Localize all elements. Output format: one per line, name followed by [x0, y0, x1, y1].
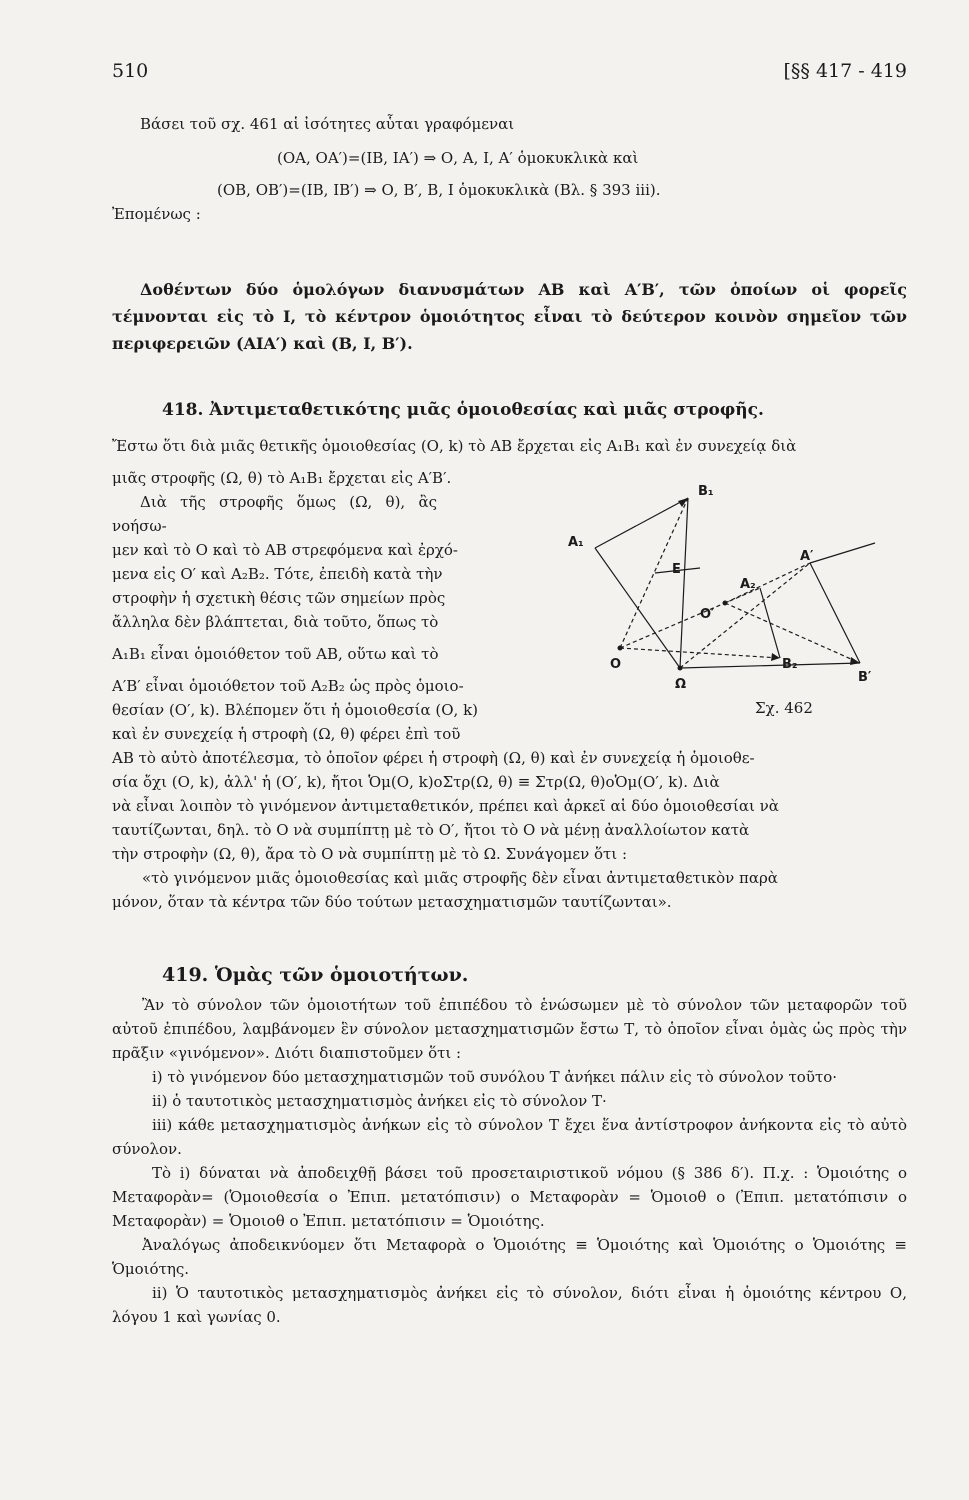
section-419-title: 419. Ὁμὰς τῶν ὁμοιοτήτων.	[162, 964, 469, 986]
text-line: Α₁Β₁ εἶναι ὁμοιόθετον τοῦ ΑΒ, οὕτω καὶ τὸ	[112, 645, 439, 663]
text-line: μιᾶς στροφῆς (Ω, θ) τὸ Α₁Β₁ ἔρχεται εἰς Α′Β′.	[112, 469, 452, 487]
figure-462	[560, 463, 880, 718]
text-line: μενα εἰς Ο′ καὶ Α₂Β₂. Τότε, ἐπειδὴ κατὰ τὴν	[112, 565, 443, 583]
intro-block	[112, 112, 907, 226]
segment-a1-b1	[595, 498, 688, 548]
label-oprime: O′	[700, 607, 715, 622]
label-a1: A₁	[568, 535, 584, 550]
segment-a2-b2	[760, 588, 780, 658]
therefore-label: Ἐπομένως :	[112, 205, 201, 223]
text-line: καὶ ἐν συνεχείᾳ ἡ στροφὴ (Ω, θ) φέρει ἐπὶ τοῦ	[112, 725, 461, 743]
arrowhead-b1	[678, 498, 688, 507]
label-bprime: B′	[858, 670, 872, 685]
text-line: θεσίαν (Ο′, k). Βλέπομεν ὅτι ἡ ὁμοιοθεσία (Ο, k)	[112, 701, 479, 719]
page-number: 510	[112, 60, 149, 82]
section-419-body	[112, 993, 907, 1329]
text-paragraph: Ἂν τὸ σύνολον τῶν ὁμοιοτήτων τοῦ ἐπιπέδου τὸ ἑνώσωμεν μὲ τὸ σύνολον τῶν μεταφορῶν τοῦ αὐτοῦ ἐπιπέδου, λαμβάνομεν ἓν σύνολον μετασχηματισμῶν ἔστω Τ, τὸ ὁποῖον εἶναι ὁμὰς ὡς πρὸς τὴν πρᾶξιν «γινόμενον». Διότι διαπιστοῦμεν ὅτι :	[112, 996, 907, 1062]
label-omega: Ω	[675, 677, 687, 692]
page-header	[112, 60, 907, 86]
list-item: ii) Ὁ ταυτοτικὸς μετασχηματισμὸς ἀνήκει εἰς τὸ σύνολον, διότι εἶναι ἡ ὁμοιότης κέντρου Ο, λόγου 1 καὶ γωνίας 0.	[112, 1284, 907, 1326]
text-line: Α′Β′ εἶναι ὁμοιόθετον τοῦ Α₂Β₂ ὡς πρὸς ὁμοιο-	[112, 677, 464, 695]
list-item: i) τὸ γινόμενον δύο μετασχηματισμῶν τοῦ συνόλου Τ ἀνήκει πάλιν εἰς τὸ σύνολον τοῦτο·	[152, 1068, 838, 1086]
list-item: ii) ὁ ταυτοτικὸς μετασχηματισμὸς ἀνήκει εἰς τὸ σύνολον Τ·	[152, 1092, 607, 1110]
text-line: σία ὄχι (Ο, k), ἀλλ' ἡ (Ο′, k), ἤτοι Ὁμ(Ο, k)οΣτρ(Ω, θ) ≡ Στρ(Ω, θ)οὉμ(Ο′, k). Διὰ	[112, 773, 720, 791]
text-line: ΑΒ τὸ αὐτὸ ἀποτέλεσμα, τὸ ὁποῖον φέρει ἡ στροφὴ (Ω, θ) καὶ ἐν συνεχείᾳ ἡ ὁμοιοθε-	[112, 749, 755, 767]
segment-aprime-extension	[810, 543, 875, 563]
text-line: μεν καὶ τὸ Ο καὶ τὸ ΑΒ στρεφόμενα καὶ ἐρχό-	[112, 541, 459, 559]
segment-b1-omega	[680, 498, 688, 668]
segment-bprime-aprime	[810, 563, 860, 663]
text-paragraph: Τὸ i) δύναται νὰ ἀποδειχθῇ βάσει τοῦ προσεταιριστικοῦ νόμου (§ 386 δ′). Π.χ. : Ὁμοιότης ο Μεταφορὰν= (Ὁμοιοθεσία ο Ἐπιπ. μετατόπισιν) ο Μεταφορὰν = Ὁμοιοθ ο (Ἐπιπ. μετατόπισιν ο Μεταφορὰν) = Ὁμοιοθ ο Ἐπιπ. μετατόπισιν = Ὁμοιότης.	[112, 1164, 907, 1230]
equation-1: (ΟΑ, ΟΑ′)=(ΙΒ, ΙΑ′) ⇒ Ο, Α, Ι, Α′ ὁμοκυκλικὰ καὶ	[277, 149, 639, 167]
text-line: στροφὴν ἡ σχετικὴ θέσις τῶν σημείων πρὸς	[112, 589, 446, 607]
label-a2: A₂	[740, 577, 756, 592]
segment-oprime-bprime	[725, 603, 860, 663]
segment-o-b2	[620, 648, 780, 658]
text-line: Ἔστω ὅτι διὰ μιᾶς θετικῆς ὁμοιοθεσίας (Ο, k) τὸ ΑΒ ἔρχεται εἰς Α₁Β₁ καὶ ἐν συνεχείᾳ διὰ	[112, 437, 797, 455]
text-line: ἄλληλα δὲν βλάπτεται, διὰ τοῦτο, ὅπως τὸ	[112, 613, 439, 631]
text-line: νὰ εἶναι λοιπὸν τὸ γινόμενον ἀντιμεταθετικόν, πρέπει καὶ ἀρκεῖ αἱ δύο ὁμοιοθεσίαι νὰ	[112, 797, 779, 815]
intro-line: Βάσει τοῦ σχ. 461 αἱ ἰσότητες αὗται γραφόμεναι	[140, 115, 515, 133]
list-item: iii) κάθε μετασχηματισμὸς ἀνήκων εἰς τὸ σύνολον Τ ἔχει ἕνα ἀντίστροφον ἀνήκοντα εἰς τὸ αὐτὸ σύνολον.	[112, 1116, 907, 1158]
point-oprime	[723, 601, 728, 606]
quote-line: «τὸ γινόμενον μιᾶς ὁμοιοθεσίας καὶ μιᾶς στροφῆς δὲν εἶναι ἀντιμεταθετικὸν παρὰ	[142, 869, 778, 887]
text-line: Διὰ τῆς στροφῆς ὅμως (Ω, θ), ἂς νοήσω-	[112, 493, 437, 535]
section-reference: [§§ 417 - 419	[783, 60, 907, 82]
label-b1: B₁	[698, 484, 714, 499]
segment-omega-bprime	[680, 663, 860, 668]
theorem-statement: Δοθέντων δύο ὁμολόγων διανυσμάτων ΑΒ καὶ Α′Β′, τῶν ὁποίων οἱ φορεῖς τέμνονται εἰς τὸ Ι, τὸ κέντρον ὁμοιότητος εἶναι τὸ δεύτερον κοινὸν σημεῖον τῶν περιφερειῶν (ΑΙΑ′) καὶ (Β, Ι, Β′).	[112, 280, 907, 353]
point-omega	[678, 666, 683, 671]
label-o: O	[610, 657, 622, 672]
label-aprime: A′	[800, 549, 814, 564]
text-line: ταυτίζωνται, δηλ. τὸ Ο νὰ συμπίπτῃ μὲ τὸ Ο′, ἤτοι τὸ Ο νὰ μένῃ ἀναλλοίωτον κατὰ	[112, 821, 750, 839]
equation-2: (ΟΒ, ΟΒ′)=(ΙΒ, ΙΒ′) ⇒ Ο, Β′, Β, Ι ὁμοκυκλικὰ (Βλ. § 393 iii).	[217, 181, 661, 199]
label-e: E	[672, 562, 681, 577]
point-o	[618, 646, 623, 651]
text-paragraph: Ἀναλόγως ἀποδεικνύομεν ὅτι Μεταφορὰ ο Ὁμοιότης ≡ Ὁμοιότης καὶ Ὁμοιότης ο Ὁμοιότης ≡ Ὁμοιότης.	[112, 1236, 907, 1278]
label-b2: B₂	[782, 657, 798, 672]
section-419-title-wrap	[162, 963, 907, 988]
figure-caption: Σχ. 462	[755, 699, 813, 717]
quote-line: μόνον, ὅταν τὰ κέντρα τῶν δύο τούτων μετασχηματισμῶν ταυτίζωνται».	[112, 893, 672, 911]
text-line: τὴν στροφὴν (Ω, θ), ἄρα τὸ Ο νὰ συμπίπτῃ μὲ τὸ Ω. Συνάγομεν ὅτι :	[112, 845, 628, 863]
section-418-title: 418. Ἀντιμεταθετικότης μιᾶς ὁμοιοθεσίας καὶ μιᾶς στροφῆς.	[162, 400, 764, 420]
